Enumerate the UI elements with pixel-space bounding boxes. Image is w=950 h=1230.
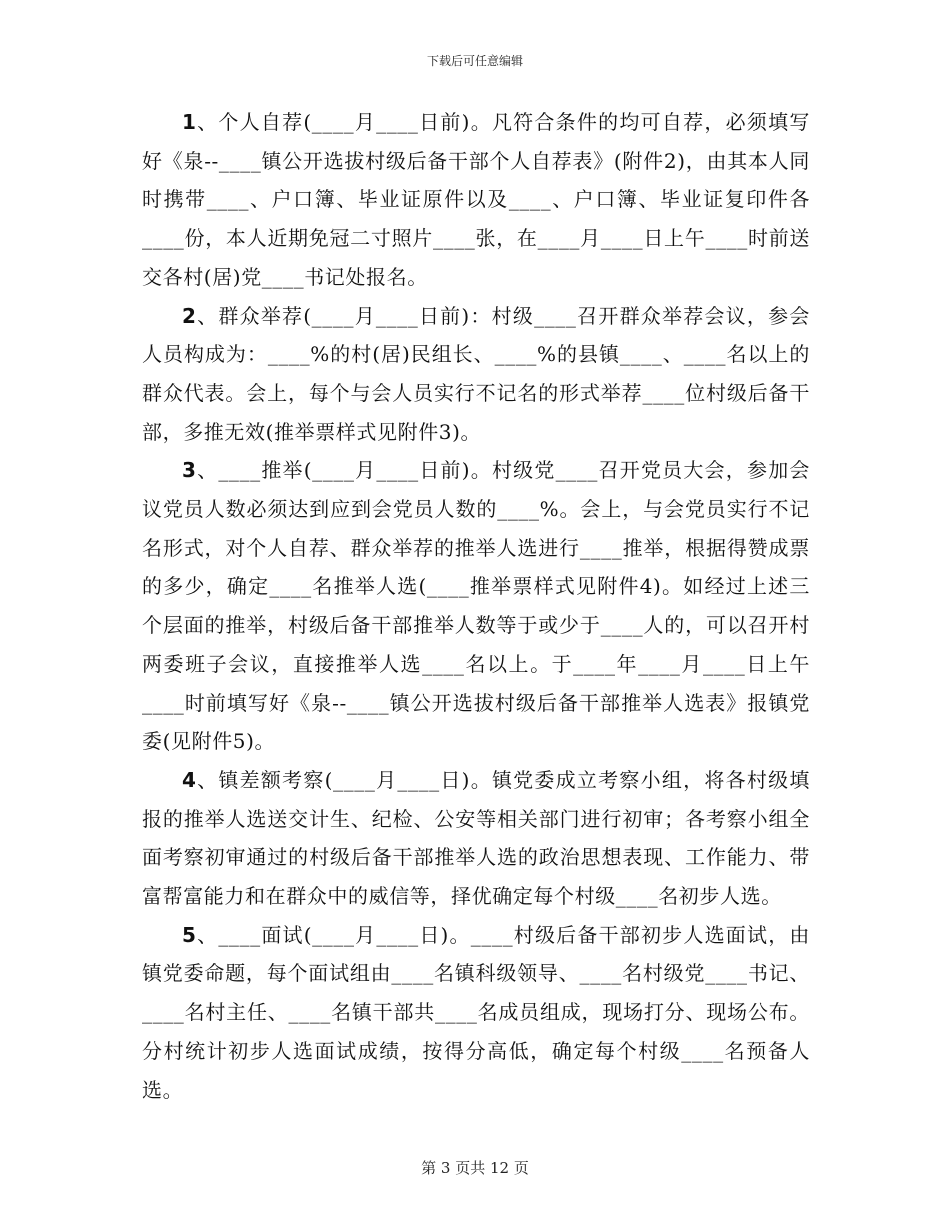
page-footer: 第 3 页共 12 页 [421,1159,529,1177]
paragraph-5 [142,916,810,1110]
paragraph-number: 2 [182,303,197,328]
paragraph-text: 、____推举(____月____日前)。村级党____召开党员大会，参加会议党员人数必须达到应到会党员人数的____%。会上，与会党员实行不记名形式，对个人自荐、群众举荐的推举人选进行____推举，根据得赞成票的多少，确定____名推举人选(____推举票样式见附件4)。如经过上述三个层面的推举，村级后备干部推举人数等于或少于____人的，可以召开村两委班子会议，直接推举人选____名以上。于____年____月____日上午____时前填写好《泉--____镇公开选拔村级后备干部推举人选表》报镇党委(见附件5)。 [142,458,810,754]
paragraph-number: 3 [182,458,197,483]
paragraph-number: 1 [182,110,197,134]
paragraph-4 [142,761,810,916]
paragraph-text: 、____面试(____月____日)。____村级后备干部初步人选面试，由镇党委命题，每个面试组由____名镇科级领导、____名村级党____书记、____名村主任、____名镇干部共____名成员组成，现场打分、现场公布。分村统计初步人选面试成绩，按得分高低，确定每个村级____名预备人选。 [142,922,810,1102]
paragraph-3 [142,451,810,761]
paragraph-1 [142,103,810,297]
paragraph-text: 、个人自荐(____月____日前)。凡符合条件的均可自荐，必须填写好《泉--____镇公开选拔村级后备干部个人自荐表》(附件2)，由其本人同时携带____、户口簿、毕业证原件以及____、户口簿、毕业证复印件各____份，本人近期免冠二寸照片____张，在____月____日上午____时前送交各村(居)党____书记处报名。 [142,110,810,289]
paragraph-number: 5 [182,922,197,947]
page-header: 下载后可任意编辑 [426,54,523,68]
paragraph-text: 、群众举荐(____月____日前)：村级____召开群众举荐会议，参会人员构成为：____%的村(居)民组长、____%的县镇____、____名以上的群众代表。会上，每个与会人员实行不记名的形式举荐____位村级后备干部，多推无效(推举票样式见附件3)。 [142,303,810,444]
paragraph-2 [142,297,810,452]
document-body [142,103,810,1109]
paragraph-number: 4 [182,767,197,792]
paragraph-text: 、镇差额考察(____月____日)。镇党委成立考察小组，将各村级填报的推举人选送交计生、纪检、公安等相关部门进行初审；各考察小组全面考察初审通过的村级后备干部推举人选的政治思想表现、工作能力、带富帮富能力和在群众中的威信等，择优确定每个村级____名初步人选。 [142,767,810,909]
